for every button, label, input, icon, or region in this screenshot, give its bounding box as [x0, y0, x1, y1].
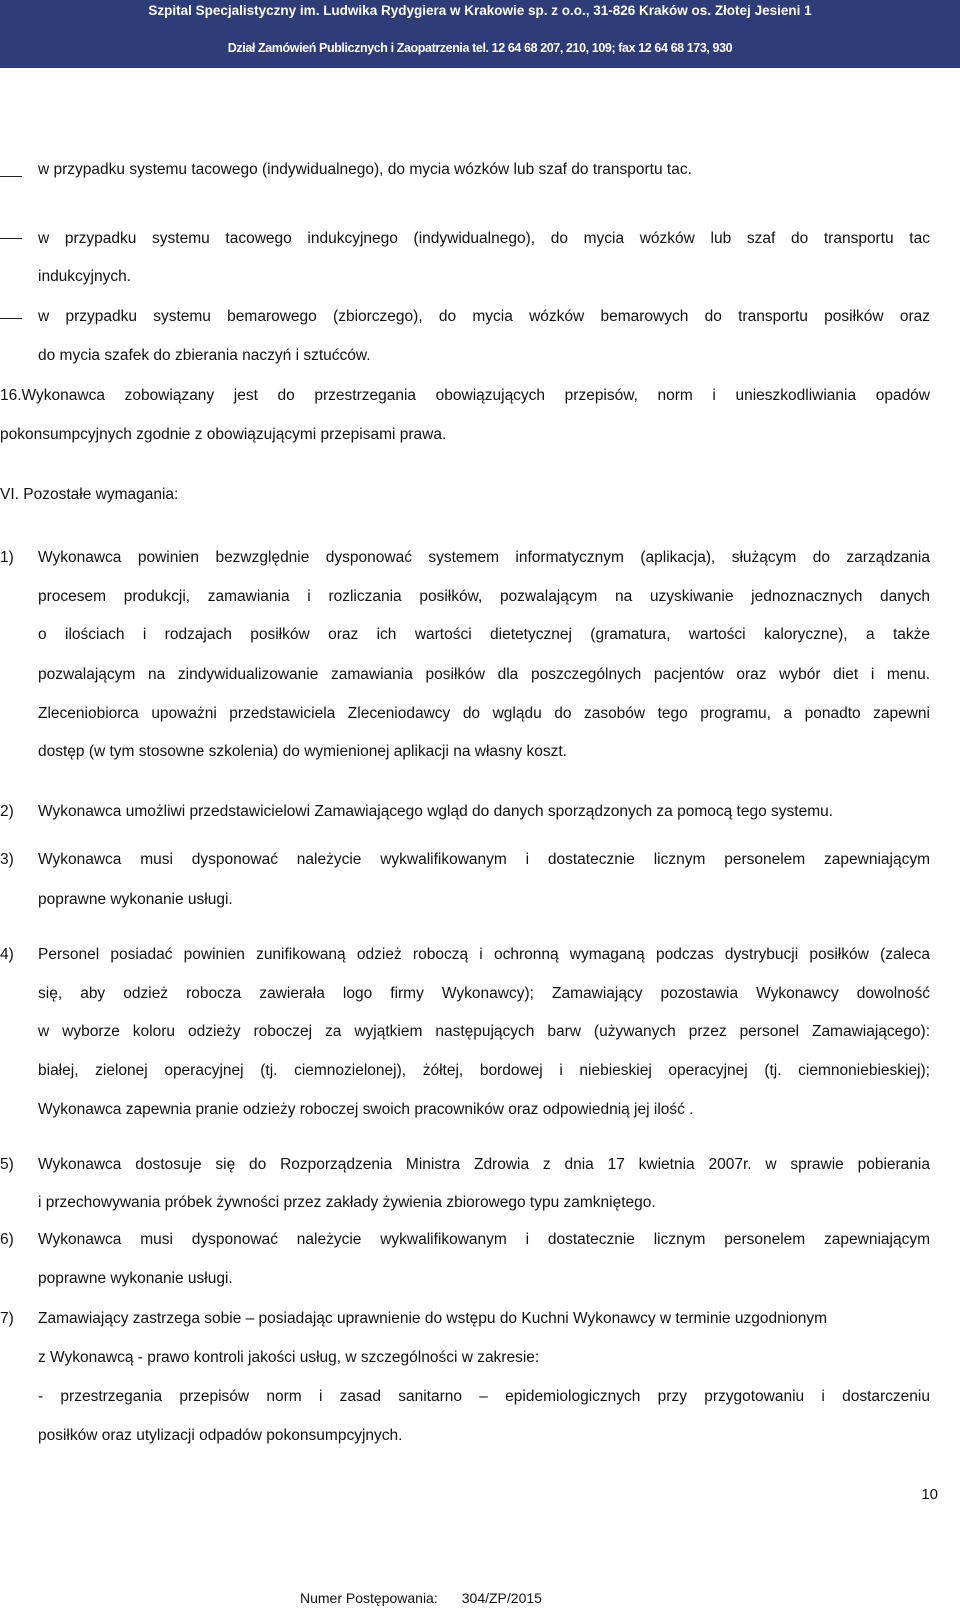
- item-line: pozwalającym na zindywidualizowanie zamawiania posiłków dla poszczególnych pacjentów oraz wybór diet i menu.: [38, 666, 930, 683]
- item-line: Wykonawca musi dysponować należycie wykwalifikowanym i dostatecznie licznym personelem zapewniającym: [38, 851, 930, 868]
- header-department: Dział Zamówień Publicznych i Zaopatrzenia tel. 12 64 68 207, 210, 109; fax 12 64 68 173, 930: [227, 41, 733, 55]
- bullet-text: do mycia szafek do zbierania naczyń i sztućców.: [38, 347, 371, 364]
- item-line: Zamawiający zastrzega sobie – posiadając uprawnienie do wstępu do Kuchni Wykonawcy w terminie uzgodnionym: [38, 1310, 828, 1327]
- bullet-text: w przypadku systemu bemarowego (zbiorczego), do mycia wózków bemarowych do transportu posiłków oraz: [38, 308, 930, 325]
- item-line: z Wykonawcą - prawo kontroli jakości usług, w szczególności w zakresie:: [38, 1349, 540, 1366]
- item-line: Wykonawca musi dysponować należycie wykwalifikowanym i dostatecznie licznym personelem zapewniającym: [38, 1231, 930, 1248]
- footer-value: 304/ZP/2015: [461, 1590, 542, 1606]
- item-line: Wykonawca powinien bezwzględnie dysponować systemem informatycznym (aplikacja), służącym do zarządzania: [38, 549, 930, 566]
- item-line: w wyborze koloru odzieży roboczej za wyjątkiem następujących barw (używanych przez personel Zamawiającego):: [38, 1023, 930, 1040]
- bullet-text: indukcyjnych.: [38, 268, 132, 285]
- item-line: Zleceniobiorca upoważni przedstawiciela Zleceniodawcy do wglądu do zasobów tego programu, a ponadto zapewni: [38, 705, 930, 722]
- item-number: 7): [0, 1310, 14, 1327]
- item-line: Wykonawca umożliwi przedstawicielowi Zamawiającego wgląd do danych sporządzonych za pomocą tego systemu.: [38, 803, 834, 820]
- item-line: Wykonawca zapewnia pranie odzieży roboczej swoich pracowników oraz odpowiednią jej ilość .: [38, 1101, 694, 1118]
- paragraph-16-cont: pokonsumpcyjnych zgodnie z obowiązującymi przepisami prawa.: [0, 426, 447, 443]
- item-line: - przestrzegania przepisów norm i zasad sanitarno – epidemiologicznych przy przygotowaniu i dostarczeniu: [38, 1388, 930, 1405]
- item-line: procesem produkcji, zamawiania i rozliczania posiłków, pozwalającym na uzyskiwanie jednoznacznych danych: [38, 588, 930, 605]
- item-line: Personel posiadać powinien zunifikowaną odzież roboczą i ochronną wymaganą podczas dystrybucji posiłków (zaleca: [38, 946, 930, 963]
- paragraph-16: 16.Wykonawca zobowiązany jest do przestrzegania obowiązujących przepisów, norm i unieszkodliwiania opadów: [0, 387, 930, 404]
- item-line: poprawne wykonanie usługi.: [38, 891, 233, 908]
- item-line: poprawne wykonanie usługi.: [38, 1270, 233, 1287]
- item-line: się, aby odzież robocza zawierała logo firmy Wykonawcy); Zamawiający pozostawia Wykonawcy dowolność: [38, 985, 930, 1002]
- item-number: 6): [0, 1231, 14, 1248]
- item-line: białej, zielonej operacyjnej (tj. ciemnozielonej), żółtej, bordowej i niebieskiej operacyjnej (tj. ciemnoniebieskiej);: [38, 1062, 930, 1079]
- item-number: 1): [0, 549, 14, 566]
- dash-bullet: [0, 318, 22, 319]
- item-number: 3): [0, 851, 14, 868]
- bullet-text: w przypadku systemu tacowego indukcyjnego (indywidualnego), do mycia wózków lub szaf do transportu tac: [38, 230, 930, 247]
- page-header: [0, 0, 960, 68]
- item-line: Wykonawca dostosuje się do Rozporządzenia Ministra Zdrowia z dnia 17 kwietnia 2007r. w sprawie pobierania: [38, 1156, 930, 1173]
- item-number: 4): [0, 946, 14, 963]
- footer-label: Numer Postępowania:: [300, 1590, 438, 1606]
- bullet-text: w przypadku systemu tacowego (indywidualnego), do mycia wózków lub szaf do transportu tac.: [38, 161, 692, 178]
- page-number: 10: [921, 1486, 938, 1503]
- item-line: o ilościach i rodzajach posiłków oraz ich wartości dietetycznej (gramatura, wartości kaloryczne), a także: [38, 626, 930, 643]
- item-line: dostęp (w tym stosowne szkolenia) do wymienionej aplikacji na własny koszt.: [38, 743, 567, 760]
- item-number: 5): [0, 1156, 14, 1173]
- item-number: 2): [0, 803, 14, 820]
- section-heading: VI. Pozostałe wymagania:: [0, 486, 179, 503]
- item-line: posiłków oraz utylizacji odpadów pokonsumpcyjnych.: [38, 1427, 403, 1444]
- page-footer: [300, 1590, 566, 1606]
- item-line: i przechowywania próbek żywności przez zakłady żywienia zbiorowego typu zamkniętego.: [38, 1194, 656, 1211]
- dash-bullet: [0, 176, 22, 177]
- header-address: Szpital Specjalistyczny im. Ludwika Rydygiera w Krakowie sp. z o.o., 31-826 Kraków os. Złotej Jesieni 1: [148, 3, 812, 18]
- dash-bullet: [0, 238, 22, 239]
